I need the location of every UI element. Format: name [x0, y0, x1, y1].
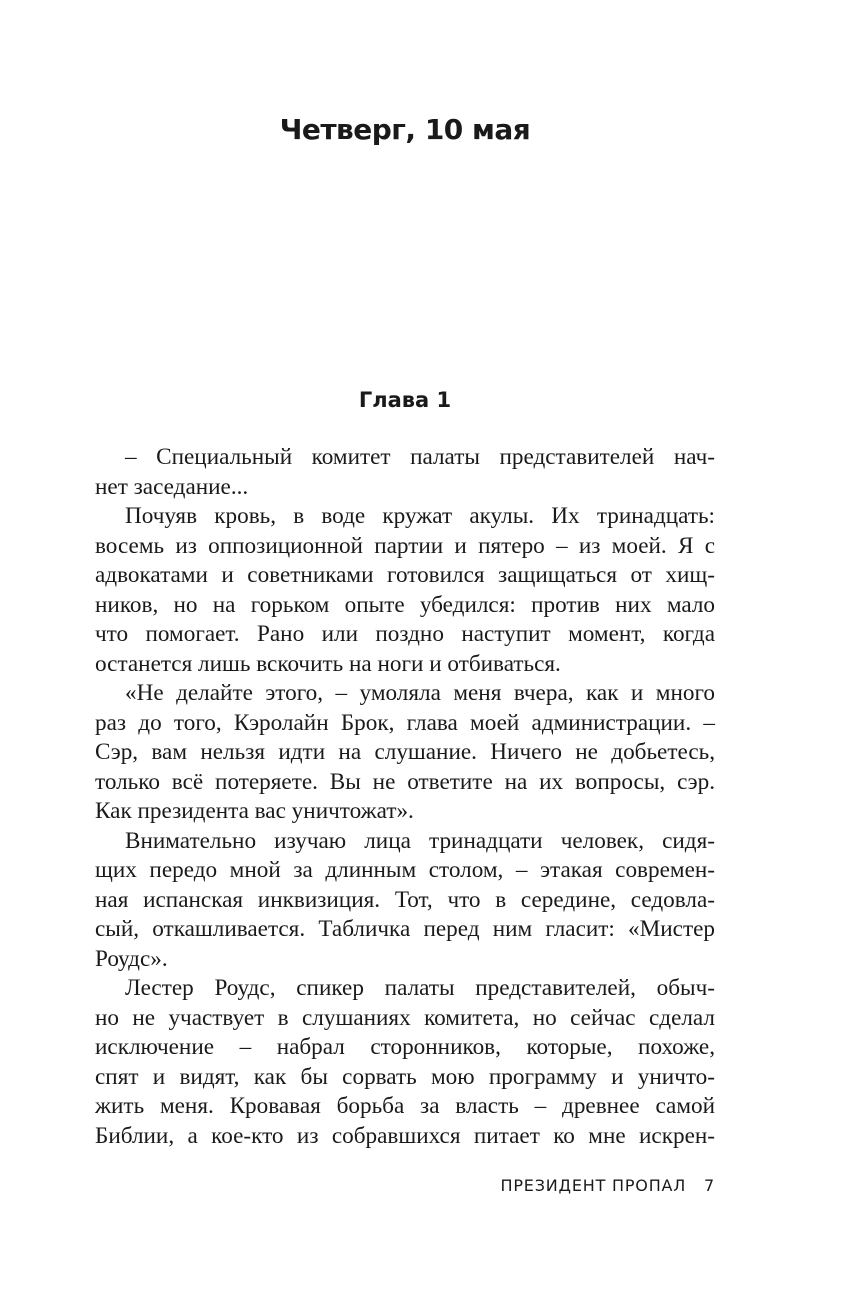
text-line: – Специальный комитет палаты представителей нач- — [125, 444, 715, 470]
body-text — [95, 443, 715, 1151]
text-line: Сэр, вам нельзя идти на слушание. Ничего не добьетесь, — [95, 739, 715, 765]
text-line: Библии, а кое-кто из собравшихся питает ко мне искрен- — [95, 1122, 715, 1149]
text-line: жить меня. Кровавая борьба за власть – древнее самой — [95, 1093, 715, 1119]
text-line: раз до того, Кэролайн Брок, глава моей администрации. – — [95, 709, 715, 736]
text-line: адвокатами и советниками готовился защищаться от хищ- — [95, 562, 715, 588]
text-line: Роудс». — [95, 945, 168, 972]
text-line: Почуяв кровь, в воде кружат акулы. Их тринадцать: — [125, 503, 715, 529]
text-line: восемь из оппозиционной партии и пятеро – из моей. Я с — [95, 532, 715, 559]
text-line: щих передо мной за длинным столом, – этакая современ- — [95, 857, 715, 883]
text-line: сый, откашливается. Табличка перед ним гласит: «Мистер — [95, 916, 715, 942]
running-footer — [501, 1176, 715, 1195]
text-line: нет заседание... — [95, 473, 249, 500]
paragraph — [95, 443, 715, 502]
text-line: Как президента вас уничтожат». — [95, 798, 414, 824]
text-line: останется лишь вскочить на ноги и отбиваться. — [95, 650, 561, 677]
paragraph — [95, 827, 715, 975]
running-title: ПРЕЗИДЕНТ ПРОПАЛ — [500, 1176, 687, 1195]
text-line: исключение – набрал сторонников, которые, похоже, — [95, 1034, 715, 1060]
page-number: 7 — [704, 1176, 715, 1195]
text-line: ная испанская инквизиция. Тот, что в середине, седовла- — [95, 886, 715, 913]
text-line: ников, но на горьком опыте убедился: против них мало — [95, 591, 715, 618]
paragraph — [95, 679, 715, 827]
text-line: «Не делайте этого, – умоляла меня вчера, как и много — [125, 680, 715, 706]
text-line: что помогает. Рано или поздно наступит момент, когда — [95, 621, 715, 647]
text-line: Внимательно изучаю лица тринадцати человек, сидя- — [125, 827, 715, 854]
part-title: Четверг, 10 мая — [279, 113, 531, 146]
text-line: Лестер Роудс, спикер палаты представителей, обыч- — [125, 975, 715, 1001]
text-line: только всё потеряете. Вы не ответите на их вопросы, сэр. — [95, 768, 715, 795]
paragraph — [95, 974, 715, 1151]
text-line: но не участвует в слушаниях комитета, но сейчас сделал — [95, 1004, 715, 1031]
chapter-title: Глава 1 — [358, 388, 452, 412]
text-line: спят и видят, как бы сорвать мою программу и уничто- — [95, 1063, 715, 1090]
paragraph — [95, 502, 715, 679]
